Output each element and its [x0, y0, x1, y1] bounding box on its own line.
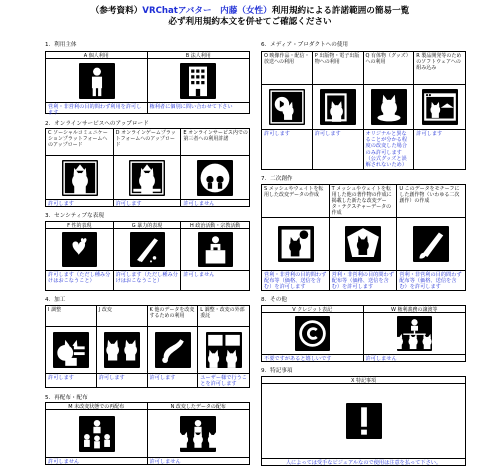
- column-header: C ソーシャルコミュニケーションプラットフォームへのアップロード: [46, 129, 114, 156]
- column-header: K 他のデータを改変するための利用: [148, 306, 199, 327]
- icon-cell: [46, 156, 114, 199]
- column-header: P 出版物・電子出版物への利用: [313, 52, 364, 85]
- section-6-heading: 6．メディア・プロダクトへの使用: [261, 42, 349, 48]
- column-header: X 特記事項: [262, 377, 465, 384]
- video-icon: [269, 89, 305, 125]
- texture-icon: [345, 226, 381, 262]
- icon-cell: [364, 85, 415, 129]
- section-4-heading: 4．加工: [45, 297, 66, 303]
- icon-cell: [397, 218, 465, 270]
- status-text: 許可しません: [181, 270, 249, 290]
- column-header: J 改変: [97, 306, 148, 327]
- column-header: I 調整: [46, 306, 97, 327]
- knife-icon: [130, 232, 165, 267]
- s3-table: [45, 221, 250, 291]
- person-icon: [79, 63, 115, 99]
- icon-cell: [46, 229, 114, 270]
- icon-cell: [148, 59, 250, 102]
- s4-table: [45, 305, 250, 388]
- icon-cell: [181, 229, 249, 270]
- page-title: [0, 6, 500, 17]
- s8-table: [261, 305, 466, 362]
- column-header: N 改変したデータの配布: [148, 403, 250, 410]
- status-text: 許可します: [148, 373, 199, 387]
- s5-table: [45, 402, 250, 465]
- icon-cell: [364, 313, 466, 354]
- icon-cell: [114, 229, 182, 270]
- podium-icon: [198, 232, 233, 267]
- section-5-heading: 5．再配布・配布: [45, 395, 88, 401]
- status-text: 営利・非営利の目的問わず利用を許可します: [46, 102, 148, 113]
- section-7-heading: 7．二次創作: [261, 176, 293, 182]
- column-header: W 権利義務の譲渡等: [364, 306, 466, 313]
- goods-icon: [371, 89, 407, 125]
- icon-cell: [262, 218, 330, 270]
- column-header: E オンラインサービス内での第三者への利用許諾: [181, 129, 249, 156]
- section-3-heading: 3．センシティブな表現: [45, 213, 104, 219]
- status-text: 許可しません: [364, 354, 466, 361]
- brush-icon: [413, 226, 449, 262]
- s2-table: [45, 128, 250, 207]
- icon-cell: [262, 313, 364, 354]
- modified-distribute-icon: [180, 416, 216, 452]
- icon-cell: [148, 410, 250, 457]
- section-8-heading: 8．その他: [261, 297, 287, 303]
- avatar-upload-icon: [62, 160, 98, 196]
- icon-cell: [262, 384, 465, 458]
- section-9-heading: 9．特記事項: [261, 368, 293, 374]
- status-text: 許可します: [313, 129, 364, 169]
- column-header: U このデータをモチーフにした創作物（いわゆる二次創作）の作成: [397, 185, 465, 218]
- status-text: 不要ですがあると嬉しいです: [262, 354, 364, 361]
- column-header: L 調整・改変の外部委託: [198, 306, 249, 327]
- redistribute-icon: [79, 416, 115, 452]
- column-header: F 性的表現: [46, 222, 114, 229]
- transfer-icon: [397, 316, 432, 351]
- section-1-heading: 1．利用主体: [45, 42, 77, 48]
- icon-cell: [313, 85, 364, 129]
- title-prefix: （参考資料）: [90, 6, 143, 16]
- status-text: 許可します: [46, 199, 114, 206]
- status-text: 許可します: [414, 129, 465, 169]
- status-text: 許可します: [46, 373, 97, 387]
- column-header: Q 有体物（グッズ）への利用: [364, 52, 415, 85]
- outsource-icon: [206, 332, 242, 368]
- column-header: R 製品開発等のためのソフトウェアへの組み込み: [414, 52, 465, 85]
- icon-cell: [330, 218, 398, 270]
- copyright-icon: [295, 316, 330, 351]
- status-text: ユーザー様で行うことを許可します: [198, 373, 249, 387]
- icon-cell: [46, 410, 148, 457]
- column-header: M 未改変状態での再配布: [46, 403, 148, 410]
- icon-cell: [181, 156, 249, 199]
- column-header: H 政治活動・宗教活動: [181, 222, 249, 229]
- modify-icon: [104, 332, 140, 368]
- software-icon: [422, 89, 458, 125]
- title-suffix: 利用規約による許諾範囲の簡易一覧: [271, 6, 410, 16]
- icon-cell: [198, 327, 249, 373]
- status-text: 許可します（ただし種み分けはおこなうこと）: [46, 270, 114, 290]
- icon-cell: [46, 327, 97, 373]
- column-header: V クレジット表記: [262, 306, 364, 313]
- status-text: オリジナルと異なることが分かる程度の改変した場合のみ許可します（公式グッズと誤解されないため）: [364, 129, 415, 169]
- column-header: A 個人利用: [46, 52, 148, 59]
- icon-cell: [148, 327, 199, 373]
- status-text: 許可しません: [46, 457, 148, 464]
- game-upload-icon: [129, 160, 165, 196]
- icon-cell: [414, 85, 465, 129]
- status-text: 権利者に個別に問い合わせて下さい: [148, 102, 250, 113]
- status-text: 許可します（ただし種み分けはおこなうこと）: [114, 270, 182, 290]
- title-blue: VRChatアバター 内藤（女性）: [142, 6, 272, 16]
- column-header: G 暴力的表現: [114, 222, 182, 229]
- mesh-icon: [278, 226, 314, 262]
- status-text: 営利・非営利の目的問わず配布等（価格、送信を含む）を許可します: [397, 270, 465, 290]
- icon-cell: [46, 59, 148, 102]
- hearts-icon: [62, 232, 97, 267]
- s7-table: [261, 184, 466, 291]
- status-text: 営利・非営利の目的問わず配布等（価格、送信を含む）を許可します: [330, 270, 398, 290]
- column-header: D オンラインゲームプラットフォームへのアップロード: [114, 129, 182, 156]
- status-text: 許可します: [114, 199, 182, 206]
- status-text: 許可しません: [148, 457, 250, 464]
- building-icon: [180, 63, 216, 99]
- book-icon: [320, 89, 356, 125]
- column-header: B 法人利用: [148, 52, 250, 59]
- icon-cell: [114, 156, 182, 199]
- section-2-heading: 2．オンラインサービスへのアップロード: [45, 121, 149, 127]
- status-text: 人によっては受手なビジュアルなので使用は注意を払って下さい。: [262, 458, 465, 465]
- s9-table: [261, 376, 466, 466]
- status-text: 営利・非営利の目的問わず配布等（価格、送信を含む）を許可します: [262, 270, 330, 290]
- status-text: 許可します: [262, 129, 313, 169]
- s1-table: [45, 51, 250, 117]
- adjust-icon: [53, 332, 89, 368]
- column-header: S メッシュやウェイトを転用した改変データの作成: [262, 185, 330, 218]
- status-text: 許可しません: [181, 199, 249, 206]
- status-text: 許可します: [97, 373, 148, 387]
- icon-cell: [97, 327, 148, 373]
- icon-cell: [262, 85, 313, 129]
- tool-icon: [155, 332, 191, 368]
- s6-table: [261, 51, 466, 170]
- column-header: O 映像作品・配信・放送への利用: [262, 52, 313, 85]
- exclamation-icon: [346, 403, 382, 439]
- page-subtitle: 必ず利用規約本文を併せてご確認ください: [168, 17, 332, 27]
- column-header: T メッシュやウェイトを転用した他の著作物の作成に掲載した新たな改変データ・テクスチャーデータの作成: [330, 185, 398, 218]
- share-icon: [197, 160, 233, 196]
